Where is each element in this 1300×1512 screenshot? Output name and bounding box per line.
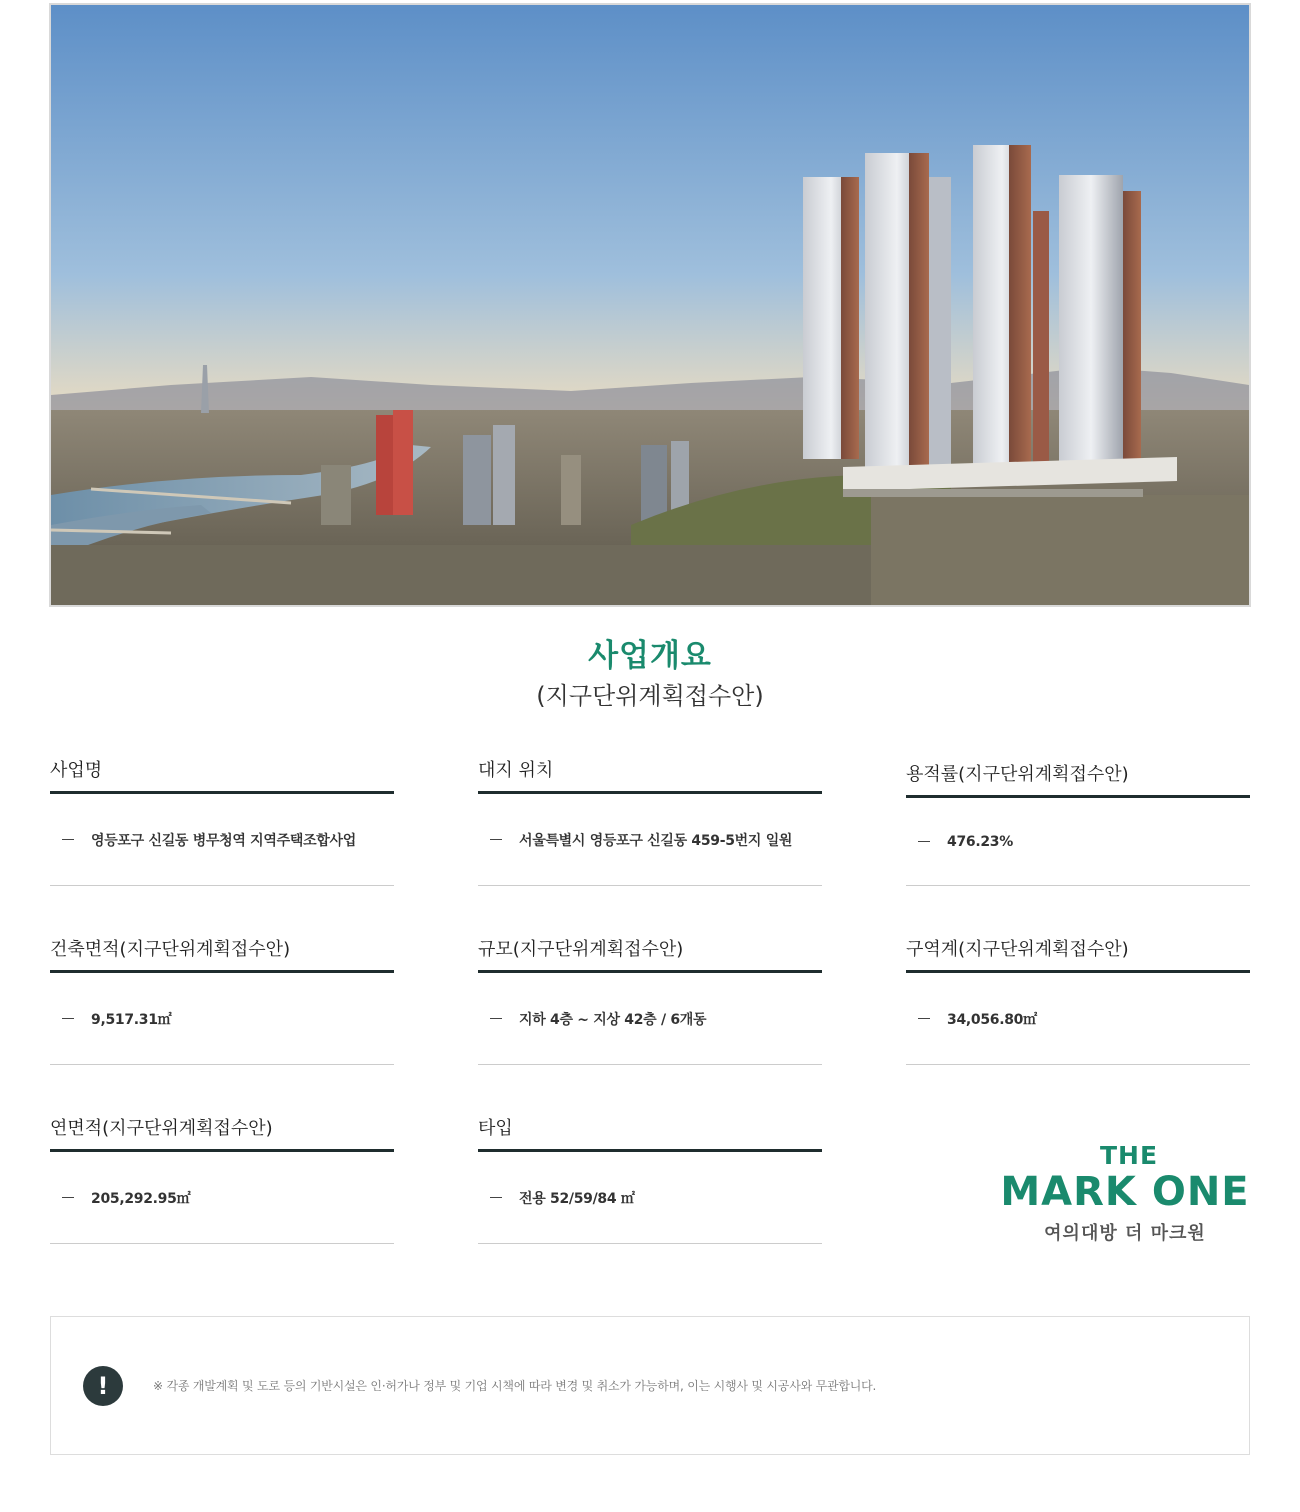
info-value: 서울특별시 영등포구 신길동 459-5번지 일원 — [519, 832, 793, 849]
info-card-project-name — [50, 758, 394, 886]
brand-logo — [996, 1142, 1254, 1248]
info-label: 타입 — [478, 1116, 822, 1152]
info-card-floor-area-ratio — [906, 758, 1250, 886]
dash-icon — [918, 841, 930, 842]
disclaimer-notice — [50, 1316, 1250, 1455]
info-card-building-area — [50, 937, 394, 1065]
info-value: 476.23% — [947, 833, 1013, 850]
info-label: 규모(지구단위계획접수안) — [478, 937, 822, 973]
info-label: 구역계(지구단위계획접수안) — [906, 937, 1250, 973]
logo-korean-name: 여의대방 더 마크원 — [1044, 1223, 1206, 1244]
dash-icon — [62, 1018, 74, 1019]
info-card-zone-boundary — [906, 937, 1250, 1065]
info-value: 지하 4층 ~ 지상 42층 / 6개동 — [519, 1011, 707, 1028]
section-title: 사업개요 — [588, 638, 712, 674]
logo-brand: MARK ONE — [1000, 1169, 1250, 1215]
info-card-scale — [478, 937, 822, 1065]
info-label: 건축면적(지구단위계획접수안) — [50, 937, 394, 973]
info-value: 9,517.31㎡ — [91, 1011, 172, 1028]
info-value: 34,056.80㎡ — [947, 1011, 1037, 1028]
disclaimer-text: ※ 각종 개발계획 및 도로 등의 기반시설은 인·허가나 정부 및 기업 시책에 따라 변경 및 취소가 가능하며, 이는 시행사 및 시공사와 무관합니다. — [153, 1379, 877, 1393]
dash-icon — [62, 1197, 74, 1198]
info-card-total-floor-area — [50, 1116, 394, 1244]
info-value: 205,292.95㎡ — [91, 1190, 191, 1207]
logo-the: THE — [1099, 1141, 1159, 1170]
dash-icon — [490, 1197, 502, 1198]
info-label: 용적률(지구단위계획접수안) — [906, 758, 1250, 798]
dash-icon — [490, 839, 502, 840]
info-card-site-location — [478, 758, 822, 886]
section-subtitle: (지구단위계획접수안) — [536, 682, 764, 710]
dash-icon — [918, 1018, 930, 1019]
info-value: 전용 52/59/84 ㎡ — [519, 1190, 635, 1207]
section-heading — [0, 636, 1300, 714]
info-card-unit-type — [478, 1116, 822, 1244]
info-label: 연면적(지구단위계획접수안) — [50, 1116, 394, 1152]
info-label: 대지 위치 — [478, 758, 822, 794]
info-value: 영등포구 신길동 병무청역 지역주택조합사업 — [91, 832, 356, 849]
hero-image — [49, 3, 1251, 607]
skyline-rendering-image — [51, 5, 1249, 605]
dash-icon — [490, 1018, 502, 1019]
info-label: 사업명 — [50, 758, 394, 794]
dash-icon — [62, 839, 74, 840]
exclamation-icon: ! — [83, 1366, 123, 1406]
